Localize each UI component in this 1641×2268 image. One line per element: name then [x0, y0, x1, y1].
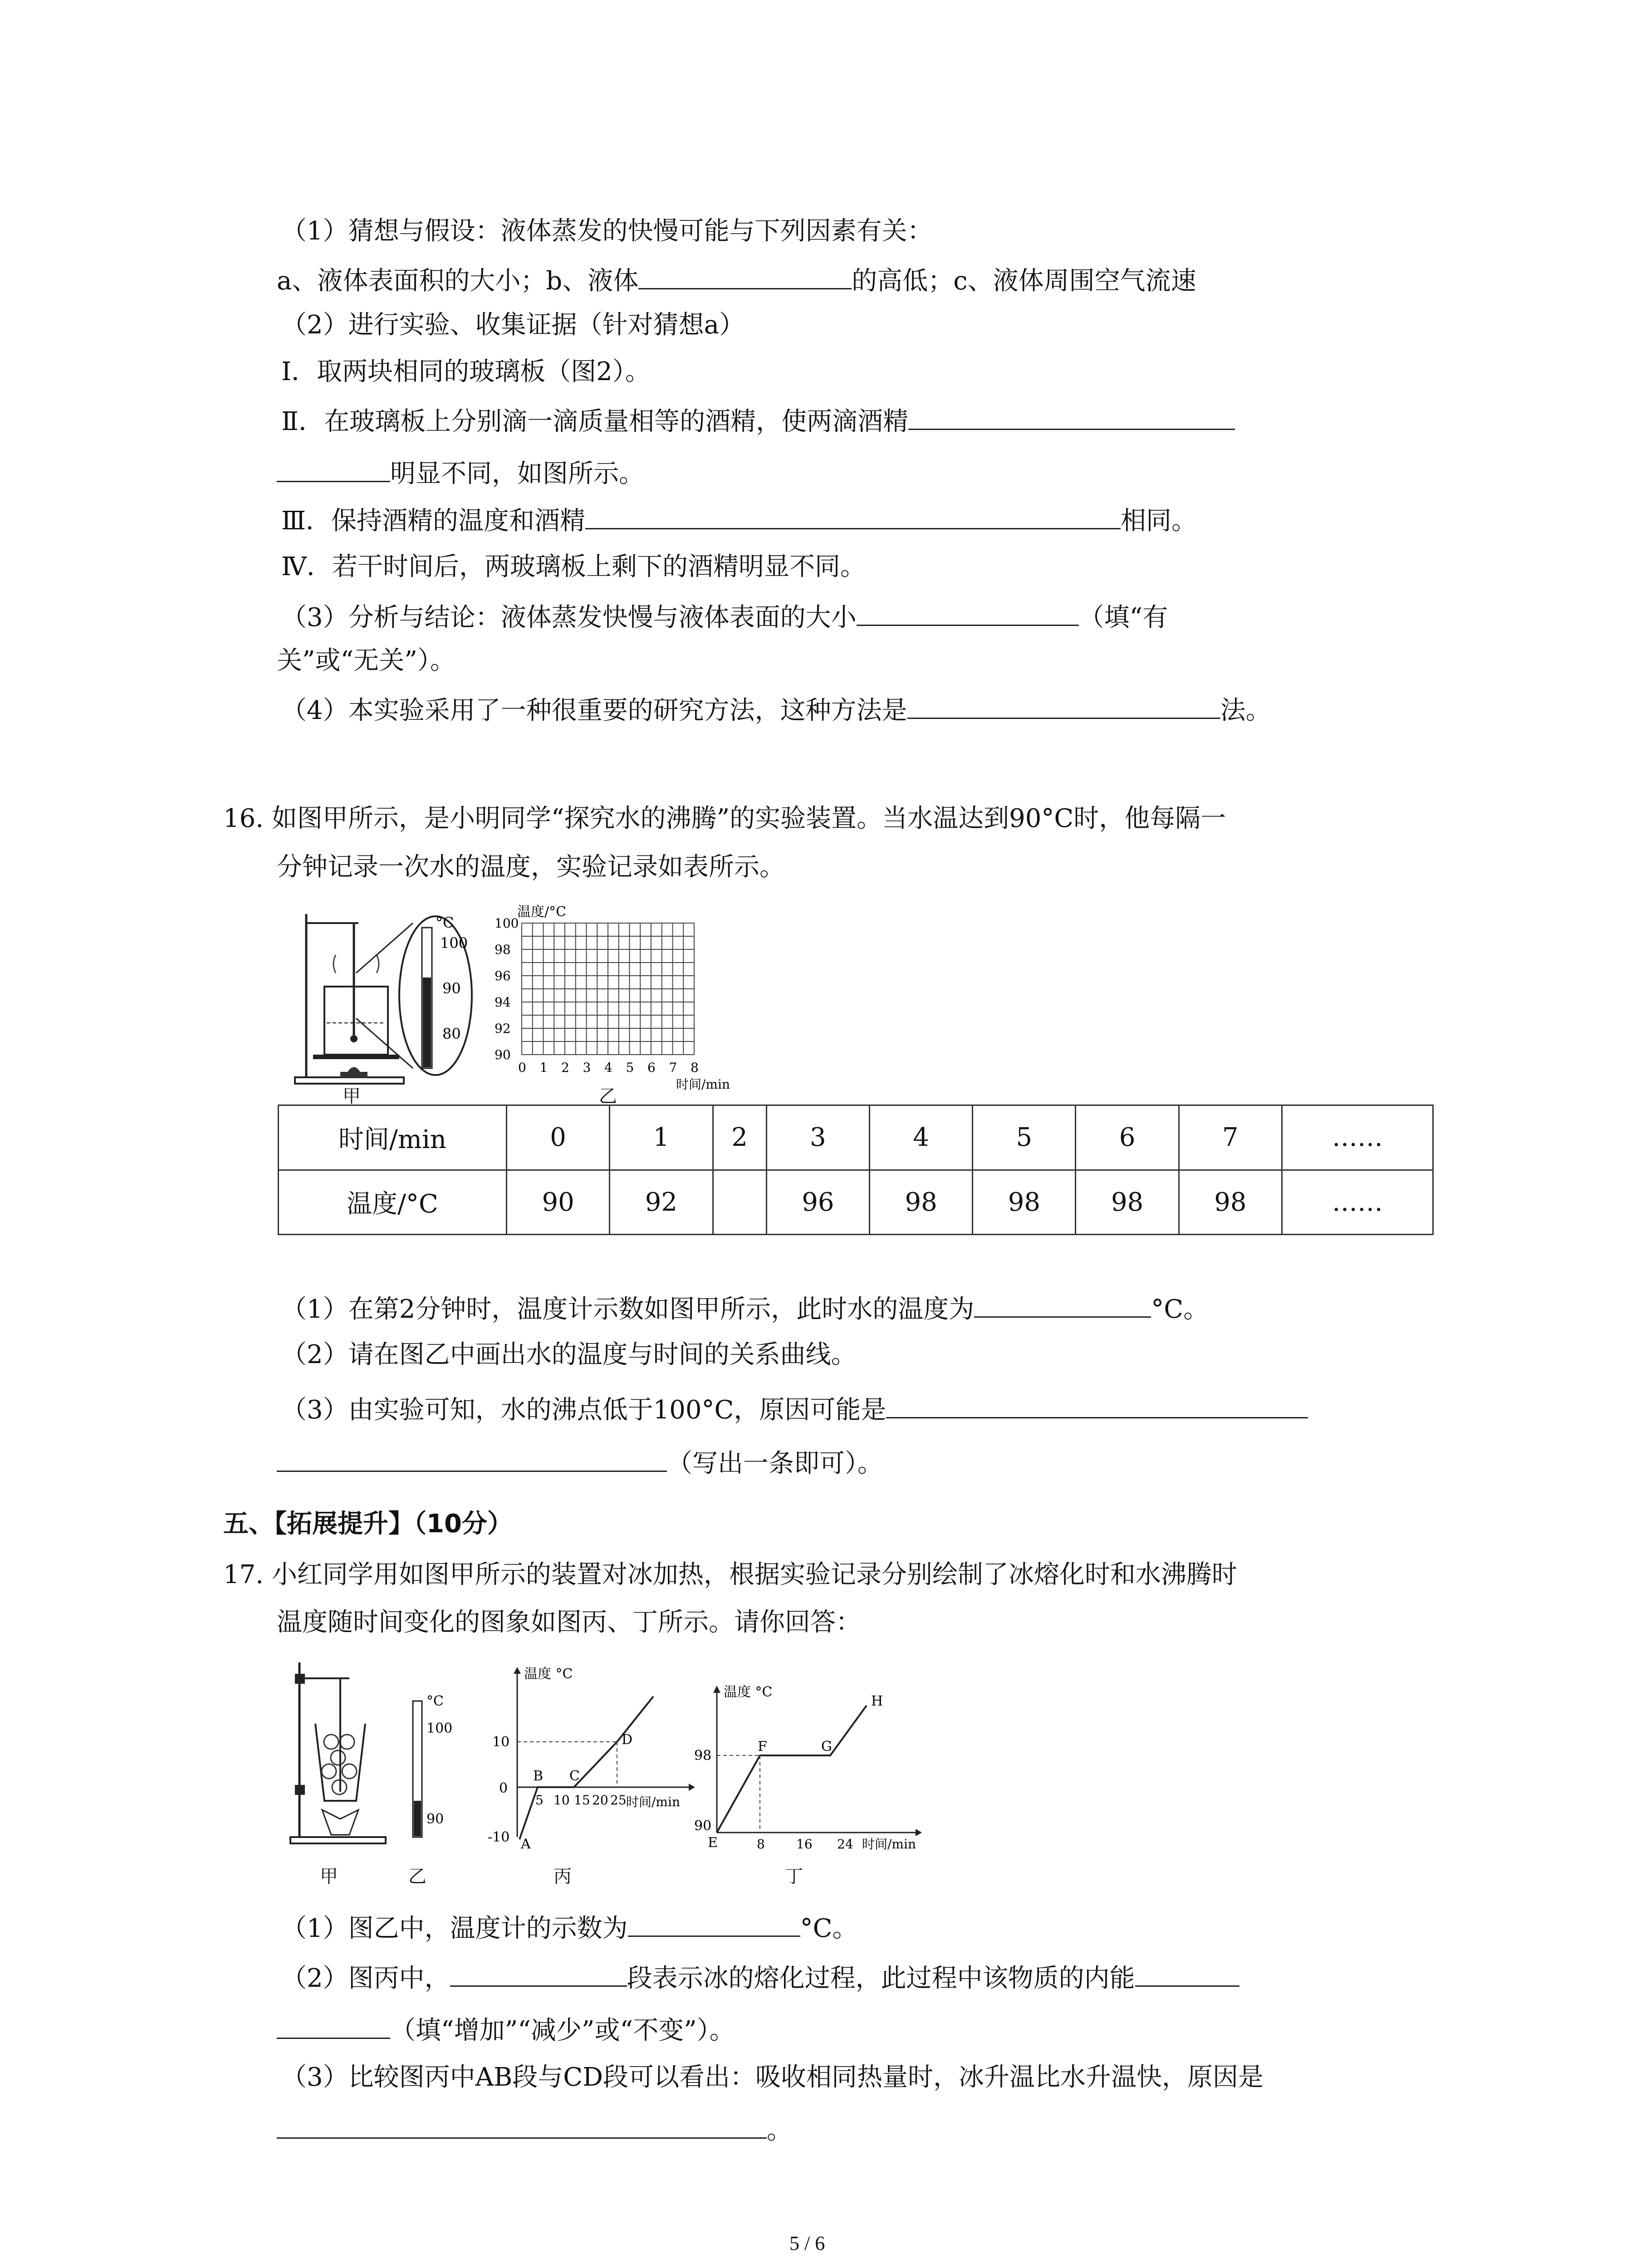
- q15-item3-analysis: [281, 601, 1168, 632]
- q17-q3-cont: [277, 2114, 792, 2145]
- ice-melting-graph: [481, 1660, 699, 1851]
- blank-relation[interactable]: [857, 601, 1079, 626]
- point-F: F: [758, 1739, 767, 1755]
- bing-ytick-0: 0: [499, 1780, 508, 1796]
- record-table: [278, 1105, 1434, 1235]
- table-cell: 1: [610, 1105, 713, 1170]
- table-row-time: [279, 1105, 1433, 1170]
- q15-step1: Ⅰ．取两块相同的玻璃板（图2）。: [281, 357, 651, 386]
- q15-item4-b: 法。: [1220, 696, 1271, 725]
- fig-bing-label: 丙: [554, 1866, 572, 1887]
- thermo2-unit: °C: [426, 1693, 444, 1709]
- q17-q1-b: °C。: [800, 1914, 858, 1943]
- table-row-temp: [279, 1170, 1433, 1235]
- thermo-unit: °C: [436, 914, 454, 931]
- q15-item1: （1）猜想与假设：液体蒸发的快慢可能与下列因素有关：: [281, 216, 933, 246]
- section-title: 五、【拓展提升】（10分）: [223, 1509, 513, 1539]
- thermo2-tick-90: 90: [426, 1811, 444, 1827]
- grid-xtick: 0: [518, 1060, 526, 1075]
- q15-analysis-cont: 关”或“无关”）。: [277, 646, 456, 675]
- bing-xtick: 5: [535, 1793, 544, 1808]
- table-cell: ……: [1282, 1170, 1433, 1235]
- q15-item2: [277, 264, 1196, 296]
- ice-heating-apparatus-figure: [281, 1656, 481, 1864]
- blank-reason-1[interactable]: [886, 1393, 1308, 1418]
- q16-q3-a: （3）由实验可知，水的沸点低于100°C，原因可能是: [281, 1395, 887, 1425]
- grid-ytick: 92: [495, 1021, 511, 1036]
- q15-item3: （2）进行实验、收集证据（针对猜想a）: [281, 310, 745, 340]
- grid-xlabel: 时间/min: [676, 1077, 730, 1092]
- grid-ytick: 90: [495, 1047, 511, 1062]
- table-cell-blank[interactable]: [713, 1170, 766, 1235]
- q15-step2-text: Ⅱ．在玻璃板上分别滴一滴质量相等的酒精，使两滴酒精: [281, 407, 909, 436]
- grid-ytick: 94: [495, 995, 511, 1010]
- fig-yi-label-17: 乙: [408, 1866, 426, 1887]
- q15-item2-a: a、液体表面积的大小；b、液体: [277, 266, 639, 296]
- q15-step3-b: 相同。: [1121, 506, 1197, 536]
- bing-xlabel: 时间/min: [626, 1794, 680, 1809]
- ding-xlabel: 时间/min: [862, 1837, 916, 1851]
- point-D: D: [622, 1732, 633, 1748]
- q15-analysis-b: （填“有: [1078, 603, 1168, 632]
- grid-ytick: 96: [495, 968, 511, 983]
- table-cell: ……: [1282, 1105, 1433, 1170]
- blank-method[interactable]: [907, 694, 1220, 719]
- q17-q3-end: 。: [767, 2116, 792, 2145]
- q17-stem-1: 17. 小红同学用如图甲所示的装置对冰加热，根据实验记录分别绘制了冰熔化时和水沸腾时: [223, 1560, 1237, 1589]
- table-cell: 5: [973, 1105, 1076, 1170]
- fig-ding-label: 丁: [785, 1866, 803, 1887]
- table-cell: 98: [973, 1170, 1076, 1235]
- q15-item4-a: （4）本实验采用了一种很重要的研究方法，这种方法是: [281, 696, 907, 725]
- blank-thermo-reading[interactable]: [628, 1912, 800, 1937]
- table-cell: 3: [766, 1105, 869, 1170]
- grid-ytick: 100: [495, 916, 519, 931]
- q15-step2: [281, 405, 1235, 436]
- bing-xtick: 10: [554, 1793, 570, 1808]
- q15-step3-a: Ⅲ．保持酒精的温度和酒精: [281, 506, 586, 536]
- q15-step4: Ⅳ．若干时间后，两玻璃板上剩下的酒精明显不同。: [281, 552, 866, 582]
- table-cell: 0: [507, 1105, 610, 1170]
- fig-jia-label: 甲: [343, 1086, 361, 1107]
- blank-melt-segment[interactable]: [450, 1962, 627, 1987]
- thermo-tick-90: 90: [442, 980, 461, 997]
- q15-step2-cont-text: 明显不同，如图所示。: [390, 459, 644, 489]
- grid-xtick: 8: [691, 1060, 699, 1075]
- q17-q1-a: （1）图乙中，温度计的示数为: [281, 1914, 628, 1943]
- bing-xtick: 20: [592, 1793, 608, 1808]
- point-G: G: [821, 1739, 832, 1755]
- q16-q3: [281, 1393, 1308, 1425]
- q15-analysis-a: （3）分析与结论：液体蒸发快慢与液体表面的大小: [281, 603, 857, 632]
- page-number: 5 / 6: [789, 2232, 825, 2254]
- q15-step3: [281, 504, 1197, 536]
- grid-xtick: 6: [647, 1060, 656, 1075]
- q16-stem-1: 16. 如图甲所示，是小明同学“探究水的沸腾”的实验装置。当水温达到90°C时，他每隔一: [223, 804, 1226, 833]
- ding-ytick-90: 90: [694, 1818, 712, 1834]
- blank-alcohol-3[interactable]: [585, 504, 1121, 529]
- q16-q2: （2）请在图乙中画出水的温度与时间的关系曲线。: [281, 1340, 857, 1369]
- table-head-time: 时间/min: [279, 1105, 507, 1170]
- ding-xtick: 8: [757, 1837, 765, 1851]
- ding-curve: [717, 1706, 867, 1833]
- table-head-temp: 温度/°C: [279, 1170, 507, 1235]
- point-H: H: [871, 1693, 883, 1709]
- blank-reason-2[interactable]: [277, 1447, 667, 1472]
- thermo-tick-100: 100: [440, 934, 468, 952]
- table-cell: 96: [766, 1170, 869, 1235]
- q16-q1-b: °C。: [1151, 1295, 1209, 1324]
- q17-q2: [281, 1962, 1239, 1993]
- thermo2-tick-100: 100: [426, 1721, 453, 1736]
- q17-stem-2: 温度随时间变化的图象如图丙、丁所示。请你回答：: [277, 1608, 861, 1637]
- table-cell: 7: [1179, 1105, 1282, 1170]
- ding-xtick: 24: [837, 1837, 853, 1851]
- q15-step2-cont: [277, 457, 644, 489]
- blank-liquid[interactable]: [638, 264, 852, 289]
- blank-internal-energy-2[interactable]: [277, 2014, 390, 2039]
- temperature-time-grid: [490, 896, 780, 1100]
- table-cell: 90: [507, 1170, 610, 1235]
- point-B: B: [533, 1768, 544, 1784]
- grid-ytick: 98: [495, 942, 511, 957]
- q16-stem-2: 分钟记录一次水的温度，实验记录如表所示。: [277, 852, 785, 882]
- table-cell: 98: [1179, 1170, 1282, 1235]
- q15-item4: [281, 694, 1271, 725]
- point-A: A: [521, 1836, 531, 1851]
- grid-xtick: 1: [539, 1060, 548, 1075]
- table-cell: 98: [869, 1170, 972, 1235]
- q17-q2-cont: [277, 2014, 735, 2045]
- ding-xtick: 16: [796, 1837, 813, 1851]
- bing-ytick-10: 10: [492, 1734, 510, 1750]
- q17-q2-a: （2）图丙中，: [281, 1964, 450, 1993]
- bing-xtick: 25: [610, 1793, 627, 1808]
- grid-ylabel: 温度/°C: [517, 904, 567, 920]
- bing-xtick: 15: [574, 1793, 590, 1808]
- fig-jia-label-17: 甲: [320, 1866, 338, 1887]
- ding-ylabel: 温度 °C: [724, 1684, 773, 1700]
- beaker: [324, 987, 388, 1055]
- grid-xtick: 3: [583, 1060, 591, 1075]
- q17-q1: [281, 1912, 858, 1943]
- blank-alcohol-1[interactable]: [908, 405, 1235, 430]
- bing-ytick-neg10: -10: [488, 1829, 510, 1845]
- table-cell: 6: [1076, 1105, 1179, 1170]
- thermo-tick-80: 80: [442, 1025, 461, 1042]
- q17-q3: （3）比较图丙中AB段与CD段可以看出：吸收相同热量时，冰升温比水升温快，原因是: [281, 2063, 1264, 2092]
- grid-xtick: 7: [669, 1060, 677, 1075]
- fig-yi-label: 乙: [599, 1086, 617, 1107]
- q17-q2-cont-text: （填“增加”“减少”或“不变”）。: [390, 2016, 735, 2045]
- q16-q3-cont: [277, 1447, 883, 1478]
- table-cell: 2: [713, 1105, 766, 1170]
- point-E: E: [708, 1835, 718, 1851]
- grid-xtick: 4: [604, 1060, 612, 1075]
- table-cell: 92: [610, 1170, 713, 1235]
- blank-internal-energy-1[interactable]: [1135, 1962, 1239, 1987]
- table-cell: 4: [869, 1105, 972, 1170]
- table-cell: 98: [1076, 1170, 1179, 1235]
- grid-xtick: 2: [561, 1060, 569, 1075]
- grid-xtick: 5: [626, 1060, 634, 1075]
- q15-item2-b: 的高低；c、液体周围空气流速: [852, 266, 1196, 296]
- q16-q1-a: （1）在第2分钟时，温度计示数如图甲所示，此时水的温度为: [281, 1295, 975, 1324]
- q17-q2-b: 段表示冰的熔化过程，此过程中该物质的内能: [627, 1964, 1135, 1993]
- blank-alcohol-2[interactable]: [277, 457, 390, 482]
- point-C: C: [569, 1768, 580, 1784]
- water-boiling-graph: [685, 1678, 939, 1851]
- blank-reason-17[interactable]: [277, 2114, 767, 2139]
- ding-ytick-98: 98: [694, 1748, 712, 1764]
- q16-q1: [281, 1293, 1209, 1324]
- bing-ylabel: 温度 °C: [524, 1666, 573, 1682]
- blank-temp-2min[interactable]: [974, 1293, 1151, 1318]
- boiling-apparatus-figure: [286, 905, 476, 1100]
- q16-q3-cont-text: （写出一条即可）。: [667, 1449, 883, 1478]
